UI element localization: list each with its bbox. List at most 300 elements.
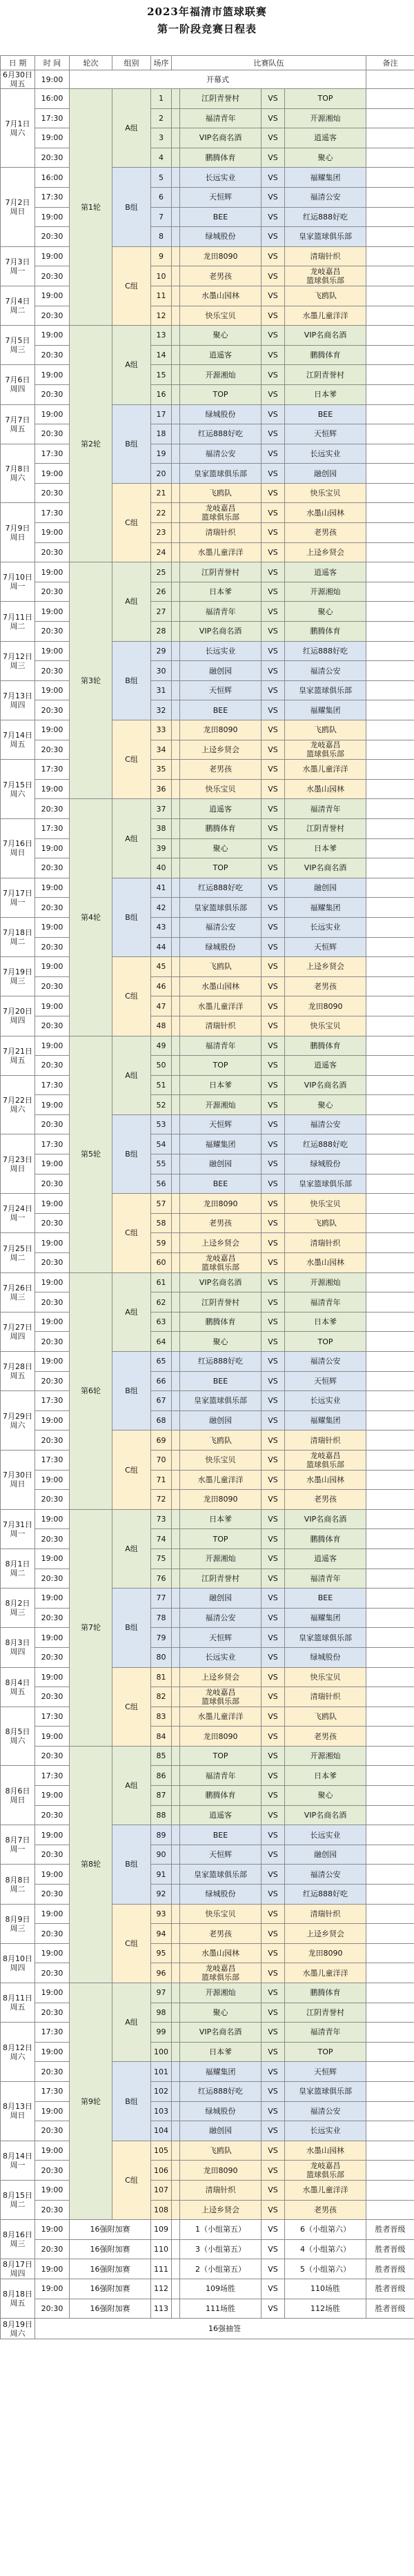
spacer-cell bbox=[172, 1766, 180, 1786]
home-team: 红运888好吃 bbox=[180, 424, 262, 444]
away-team: 聚心 bbox=[285, 148, 366, 168]
match-no: 90 bbox=[151, 1845, 172, 1865]
time-cell: 20:30 bbox=[35, 2003, 70, 2023]
time-cell: 19:00 bbox=[35, 128, 70, 148]
note-cell bbox=[366, 2101, 414, 2121]
group-cell: A组 bbox=[112, 1983, 151, 2062]
home-team: 聚心 bbox=[180, 2003, 262, 2023]
date-cell: 7月20日 周四 bbox=[1, 996, 35, 1036]
note-cell bbox=[366, 1687, 414, 1707]
spacer-cell bbox=[172, 1470, 180, 1490]
date-cell: 7月24日 周一 bbox=[1, 1194, 35, 1233]
vs-label: VS bbox=[262, 1865, 285, 1885]
vs-label: VS bbox=[262, 1589, 285, 1609]
away-team: 快乐宝贝 bbox=[285, 483, 366, 503]
spacer-cell bbox=[172, 1410, 180, 1430]
date-cell: 7月14日 周五 bbox=[1, 720, 35, 760]
match-row bbox=[1, 108, 414, 128]
match-row bbox=[1, 1628, 414, 1648]
match-row bbox=[1, 1885, 414, 1905]
vs-label: VS bbox=[262, 1845, 285, 1865]
time-cell: 17:30 bbox=[35, 503, 70, 523]
time-cell: 20:30 bbox=[35, 1213, 70, 1233]
note-cell bbox=[366, 740, 414, 760]
away-team: VIP名商名酒 bbox=[285, 858, 366, 878]
away-team: 福清公安 bbox=[285, 2101, 366, 2121]
match-no: 4 bbox=[151, 148, 172, 168]
away-team: 红运888好吃 bbox=[285, 207, 366, 227]
time-cell: 20:30 bbox=[35, 937, 70, 957]
match-row bbox=[1, 148, 414, 168]
match-row bbox=[1, 345, 414, 365]
spacer-cell bbox=[172, 1647, 180, 1667]
home-team: VIP名商名酒 bbox=[180, 622, 262, 642]
match-row bbox=[1, 1589, 414, 1609]
vs-label: VS bbox=[262, 1825, 285, 1845]
vs-label: VS bbox=[262, 207, 285, 227]
note-cell bbox=[366, 818, 414, 838]
home-team: 福耀集团 bbox=[180, 2062, 262, 2082]
spacer-cell bbox=[172, 1075, 180, 1095]
away-team: 快乐宝贝 bbox=[285, 1194, 366, 1214]
vs-label: VS bbox=[262, 1114, 285, 1134]
spacer-cell bbox=[172, 680, 180, 700]
time-cell: 20:30 bbox=[35, 424, 70, 444]
vs-label: VS bbox=[262, 976, 285, 996]
match-row bbox=[1, 1904, 414, 1924]
home-team: 111场胜 bbox=[180, 2299, 262, 2319]
home-team: 日本爹 bbox=[180, 582, 262, 602]
vs-label: VS bbox=[262, 1371, 285, 1391]
date-cell: 7月19日 周三 bbox=[1, 957, 35, 996]
spacer-cell bbox=[172, 1213, 180, 1233]
away-team: 福耀集团 bbox=[285, 1608, 366, 1628]
home-team: 龙田8090 bbox=[180, 1194, 262, 1214]
note-cell bbox=[366, 2042, 414, 2062]
home-team: 水墨山园林 bbox=[180, 976, 262, 996]
match-no: 103 bbox=[151, 2101, 172, 2121]
vs-label: VS bbox=[262, 661, 285, 681]
home-team: 老男孩 bbox=[180, 760, 262, 780]
vs-label: VS bbox=[262, 1687, 285, 1707]
home-team: 3（小组第五） bbox=[180, 2239, 262, 2259]
note-cell bbox=[366, 246, 414, 266]
group-cell: B组 bbox=[112, 1114, 151, 1193]
spacer-cell bbox=[172, 2141, 180, 2161]
match-no: 8 bbox=[151, 227, 172, 247]
time-cell: 20:30 bbox=[35, 622, 70, 642]
spacer-cell bbox=[172, 1154, 180, 1174]
note-cell bbox=[366, 1667, 414, 1687]
vs-label: VS bbox=[262, 1727, 285, 1747]
vs-label: VS bbox=[262, 503, 285, 523]
away-team: 福清公安 bbox=[285, 1352, 366, 1372]
away-team: 日本爹 bbox=[285, 838, 366, 858]
home-team: 鹏腾体育 bbox=[180, 1786, 262, 1806]
note-cell bbox=[366, 680, 414, 700]
opening-ceremony: 开幕式 bbox=[70, 70, 366, 89]
time-cell: 19:00 bbox=[35, 2101, 70, 2121]
away-team: 福耀集团 bbox=[285, 898, 366, 918]
vs-label: VS bbox=[262, 1430, 285, 1451]
round-cell: 16强附加赛 bbox=[70, 2239, 151, 2259]
time-cell: 20:30 bbox=[35, 483, 70, 503]
spacer-cell bbox=[172, 818, 180, 838]
match-row bbox=[1, 1292, 414, 1312]
spacer-cell bbox=[172, 542, 180, 562]
spacer-cell bbox=[172, 1707, 180, 1727]
spacer-cell bbox=[172, 1134, 180, 1154]
spacer-cell bbox=[172, 2279, 180, 2299]
match-no: 30 bbox=[151, 661, 172, 681]
vs-label: VS bbox=[262, 1529, 285, 1549]
spacer-cell bbox=[172, 996, 180, 1016]
away-team: VIP名商名酒 bbox=[285, 1509, 366, 1529]
round-cell: 16强附加赛 bbox=[70, 2299, 151, 2319]
note-cell bbox=[366, 1430, 414, 1451]
spacer-cell bbox=[172, 937, 180, 957]
match-no: 23 bbox=[151, 523, 172, 543]
spacer-cell bbox=[172, 1056, 180, 1076]
match-row bbox=[1, 898, 414, 918]
match-no: 85 bbox=[151, 1746, 172, 1766]
match-no: 94 bbox=[151, 1924, 172, 1944]
spacer-cell bbox=[172, 878, 180, 898]
match-row bbox=[1, 996, 414, 1016]
match-no: 50 bbox=[151, 1056, 172, 1076]
note-cell bbox=[366, 976, 414, 996]
match-no: 45 bbox=[151, 957, 172, 977]
away-team: 长远实业 bbox=[285, 444, 366, 464]
note-cell bbox=[366, 602, 414, 622]
away-team: 开源湘灿 bbox=[285, 1746, 366, 1766]
match-row bbox=[1, 444, 414, 464]
match-no: 68 bbox=[151, 1410, 172, 1430]
match-no: 54 bbox=[151, 1134, 172, 1154]
time-cell: 20:30 bbox=[35, 2239, 70, 2259]
time-cell: 20:30 bbox=[35, 2161, 70, 2181]
spacer-cell bbox=[172, 2023, 180, 2043]
away-team: 聚心 bbox=[285, 602, 366, 622]
time-cell: 19:00 bbox=[35, 1352, 70, 1372]
date-cell: 8月15日 周二 bbox=[1, 2180, 35, 2219]
note-cell bbox=[366, 1490, 414, 1510]
match-row bbox=[1, 1687, 414, 1707]
home-team: 江阴青誉村 bbox=[180, 89, 262, 109]
time-cell: 20:30 bbox=[35, 1056, 70, 1076]
home-team: 快乐宝贝 bbox=[180, 1450, 262, 1470]
note-cell bbox=[366, 622, 414, 642]
home-team: 龙岐嘉昌 篮球俱乐部 bbox=[180, 1963, 262, 1983]
note-cell bbox=[366, 1352, 414, 1372]
match-no: 13 bbox=[151, 326, 172, 346]
spacer-cell bbox=[172, 2101, 180, 2121]
time-cell: 19:00 bbox=[35, 286, 70, 306]
match-no: 71 bbox=[151, 1470, 172, 1490]
match-no: 38 bbox=[151, 818, 172, 838]
match-row bbox=[1, 779, 414, 799]
spacer-cell bbox=[172, 1924, 180, 1944]
date-cell: 8月9日 周三 bbox=[1, 1904, 35, 1943]
date-cell: 7月21日 周五 bbox=[1, 1036, 35, 1075]
spacer-cell bbox=[172, 1628, 180, 1648]
match-row bbox=[1, 384, 414, 404]
note-cell bbox=[366, 661, 414, 681]
time-cell: 20:30 bbox=[35, 227, 70, 247]
vs-label: VS bbox=[262, 1924, 285, 1944]
away-team: 鹏腾体育 bbox=[285, 1529, 366, 1549]
time-cell: 19:00 bbox=[35, 917, 70, 937]
match-row bbox=[1, 1529, 414, 1549]
home-team: 清瑞针织 bbox=[180, 523, 262, 543]
note-cell: 胜者晋级 bbox=[366, 2299, 414, 2319]
away-team: BEE bbox=[285, 1589, 366, 1609]
away-team: 上迳乡贤会 bbox=[285, 957, 366, 977]
time-cell: 20:30 bbox=[35, 384, 70, 404]
vs-label: VS bbox=[262, 1233, 285, 1253]
home-team: 融创园 bbox=[180, 2121, 262, 2141]
match-no: 24 bbox=[151, 542, 172, 562]
away-team: 福清公安 bbox=[285, 1114, 366, 1134]
vs-label: VS bbox=[262, 266, 285, 286]
time-cell: 20:30 bbox=[35, 542, 70, 562]
vs-label: VS bbox=[262, 1194, 285, 1214]
date-cell: 7月27日 周四 bbox=[1, 1312, 35, 1351]
match-no: 28 bbox=[151, 622, 172, 642]
date-cell: 7月4日 周二 bbox=[1, 286, 35, 325]
spacer-cell bbox=[172, 1174, 180, 1194]
spacer-cell bbox=[172, 207, 180, 227]
spacer-cell bbox=[172, 720, 180, 740]
spacer-cell bbox=[172, 602, 180, 622]
time-cell: 17:30 bbox=[35, 444, 70, 464]
match-no: 16 bbox=[151, 384, 172, 404]
match-no: 109 bbox=[151, 2220, 172, 2240]
col-note: 备注 bbox=[366, 56, 414, 70]
spacer-cell bbox=[172, 1746, 180, 1766]
match-no: 72 bbox=[151, 1490, 172, 1510]
home-team: 绿城股份 bbox=[180, 404, 262, 424]
match-no: 57 bbox=[151, 1194, 172, 1214]
date-cell: 8月13日 周日 bbox=[1, 2081, 35, 2141]
note-cell bbox=[366, 2121, 414, 2141]
away-team: 鹏腾体育 bbox=[285, 345, 366, 365]
time-cell: 19:00 bbox=[35, 1095, 70, 1115]
vs-label: VS bbox=[262, 1943, 285, 1963]
vs-label: VS bbox=[262, 1569, 285, 1589]
spacer-cell bbox=[172, 2200, 180, 2220]
note-cell bbox=[366, 1647, 414, 1667]
vs-label: VS bbox=[262, 1095, 285, 1115]
group-cell: B组 bbox=[112, 168, 151, 246]
match-no: 26 bbox=[151, 582, 172, 602]
match-no: 35 bbox=[151, 760, 172, 780]
group-cell: C组 bbox=[112, 1667, 151, 1746]
match-row bbox=[1, 2200, 414, 2220]
away-team: 飞鸥队 bbox=[285, 720, 366, 740]
away-team: 水墨山园林 bbox=[285, 1470, 366, 1490]
home-team: BEE bbox=[180, 1371, 262, 1391]
note-cell bbox=[366, 1095, 414, 1115]
note-cell bbox=[366, 1450, 414, 1470]
away-team: 福清公安 bbox=[285, 187, 366, 207]
note-cell bbox=[366, 779, 414, 799]
vs-label: VS bbox=[262, 1134, 285, 1154]
home-team: 开源湘灿 bbox=[180, 1548, 262, 1569]
match-row bbox=[1, 1174, 414, 1194]
vs-label: VS bbox=[262, 187, 285, 207]
note-cell bbox=[366, 700, 414, 720]
away-team: 天恒辉 bbox=[285, 424, 366, 444]
date-cell: 6月30日 周五 bbox=[1, 70, 35, 89]
match-no: 66 bbox=[151, 1371, 172, 1391]
date-cell: 7月17日 周一 bbox=[1, 878, 35, 917]
match-row bbox=[1, 1134, 414, 1154]
vs-label: VS bbox=[262, 464, 285, 484]
away-team: 老男孩 bbox=[285, 1727, 366, 1747]
home-team: 飞鸥队 bbox=[180, 957, 262, 977]
time-cell: 19:00 bbox=[35, 1312, 70, 1332]
home-team: 龙田8090 bbox=[180, 2161, 262, 2181]
spacer-cell bbox=[172, 1548, 180, 1569]
note-cell bbox=[366, 1786, 414, 1806]
match-row bbox=[1, 1667, 414, 1687]
vs-label: VS bbox=[262, 384, 285, 404]
group-cell: B组 bbox=[112, 641, 151, 720]
vs-label: VS bbox=[262, 108, 285, 128]
vs-label: VS bbox=[262, 2259, 285, 2279]
away-team: 日本爹 bbox=[285, 1766, 366, 1786]
group-cell: A组 bbox=[112, 326, 151, 404]
date-cell: 7月13日 周四 bbox=[1, 680, 35, 720]
away-team: 江阴青誉村 bbox=[285, 365, 366, 385]
vs-label: VS bbox=[262, 957, 285, 977]
away-team: 清瑞针织 bbox=[285, 1904, 366, 1924]
match-no: 31 bbox=[151, 680, 172, 700]
group-cell: C组 bbox=[112, 1430, 151, 1509]
note-cell bbox=[366, 2161, 414, 2181]
time-cell: 19:00 bbox=[35, 1865, 70, 1885]
match-no: 76 bbox=[151, 1569, 172, 1589]
match-row bbox=[1, 740, 414, 760]
away-team: 龙岐嘉昌 篮球俱乐部 bbox=[285, 740, 366, 760]
date-cell: 7月28日 周五 bbox=[1, 1352, 35, 1391]
match-row bbox=[1, 878, 414, 898]
vs-label: VS bbox=[262, 760, 285, 780]
date-cell: 8月7日 周一 bbox=[1, 1825, 35, 1865]
match-row bbox=[1, 622, 414, 642]
round-cell: 16强附加赛 bbox=[70, 2259, 151, 2279]
spacer-cell bbox=[172, 1036, 180, 1056]
match-row bbox=[1, 2062, 414, 2082]
note-cell bbox=[366, 2023, 414, 2043]
match-no: 92 bbox=[151, 1885, 172, 1905]
note-cell bbox=[366, 1154, 414, 1174]
note-cell bbox=[366, 1036, 414, 1056]
note-cell bbox=[366, 1529, 414, 1549]
note-cell bbox=[366, 108, 414, 128]
group-cell: B组 bbox=[112, 1825, 151, 1904]
away-team: 110场胜 bbox=[285, 2279, 366, 2299]
date-cell: 7月31日 周一 bbox=[1, 1509, 35, 1548]
note-cell bbox=[366, 1924, 414, 1944]
time-cell: 19:00 bbox=[35, 1509, 70, 1529]
spacer-cell bbox=[172, 1352, 180, 1372]
round-cell: 第9轮 bbox=[70, 1983, 112, 2220]
round-cell: 第1轮 bbox=[70, 89, 112, 326]
spacer-cell bbox=[172, 1825, 180, 1845]
away-team: 长远实业 bbox=[285, 917, 366, 937]
note-cell bbox=[366, 523, 414, 543]
date-cell: 8月10日 周四 bbox=[1, 1943, 35, 1983]
vs-label: VS bbox=[262, 1036, 285, 1056]
away-team: 水墨山园林 bbox=[285, 503, 366, 523]
match-row bbox=[1, 306, 414, 326]
home-team: 天恒辉 bbox=[180, 1114, 262, 1134]
match-no: 20 bbox=[151, 464, 172, 484]
time-cell: 17:30 bbox=[35, 760, 70, 780]
vs-label: VS bbox=[262, 1470, 285, 1490]
date-cell: 8月4日 周五 bbox=[1, 1667, 35, 1707]
match-no: 95 bbox=[151, 1943, 172, 1963]
vs-label: VS bbox=[262, 326, 285, 346]
group-cell: C组 bbox=[112, 1904, 151, 1983]
away-team: 福耀集团 bbox=[285, 700, 366, 720]
note-cell bbox=[366, 2141, 414, 2161]
vs-label: VS bbox=[262, 1963, 285, 1983]
vs-label: VS bbox=[262, 89, 285, 109]
spacer-cell bbox=[172, 1727, 180, 1747]
match-row bbox=[1, 838, 414, 858]
home-team: 红运888好吃 bbox=[180, 2081, 262, 2101]
note-cell bbox=[366, 187, 414, 207]
match-row bbox=[1, 1154, 414, 1174]
away-team: 开源湘灿 bbox=[285, 1272, 366, 1292]
note-cell bbox=[366, 128, 414, 148]
note-cell bbox=[366, 957, 414, 977]
note-cell bbox=[366, 168, 414, 188]
time-cell: 19:00 bbox=[35, 1727, 70, 1747]
home-team: 老男孩 bbox=[180, 1924, 262, 1944]
vs-label: VS bbox=[262, 1292, 285, 1312]
match-no: 47 bbox=[151, 996, 172, 1016]
round-cell: 第6轮 bbox=[70, 1272, 112, 1509]
match-row bbox=[1, 424, 414, 444]
match-no: 33 bbox=[151, 720, 172, 740]
home-team: VIP名商名酒 bbox=[180, 2023, 262, 2043]
away-team: 福清青年 bbox=[285, 1292, 366, 1312]
vs-label: VS bbox=[262, 2081, 285, 2101]
playoff-row bbox=[1, 2299, 414, 2319]
spacer-cell bbox=[172, 1095, 180, 1115]
note-cell bbox=[366, 1746, 414, 1766]
match-no: 60 bbox=[151, 1253, 172, 1273]
round-cell: 第5轮 bbox=[70, 1036, 112, 1272]
match-row bbox=[1, 700, 414, 720]
spacer-cell bbox=[172, 1786, 180, 1806]
vs-label: VS bbox=[262, 2042, 285, 2062]
match-row bbox=[1, 957, 414, 977]
spacer-cell bbox=[172, 1371, 180, 1391]
time-cell: 20:30 bbox=[35, 1687, 70, 1707]
home-team: 上迳乡贤会 bbox=[180, 740, 262, 760]
date-cell: 7月2日 周日 bbox=[1, 168, 35, 246]
schedule-body bbox=[1, 70, 414, 2339]
spacer-cell bbox=[172, 1963, 180, 1983]
date-cell: 7月1日 周六 bbox=[1, 89, 35, 168]
match-no: 100 bbox=[151, 2042, 172, 2062]
vs-label: VS bbox=[262, 1450, 285, 1470]
